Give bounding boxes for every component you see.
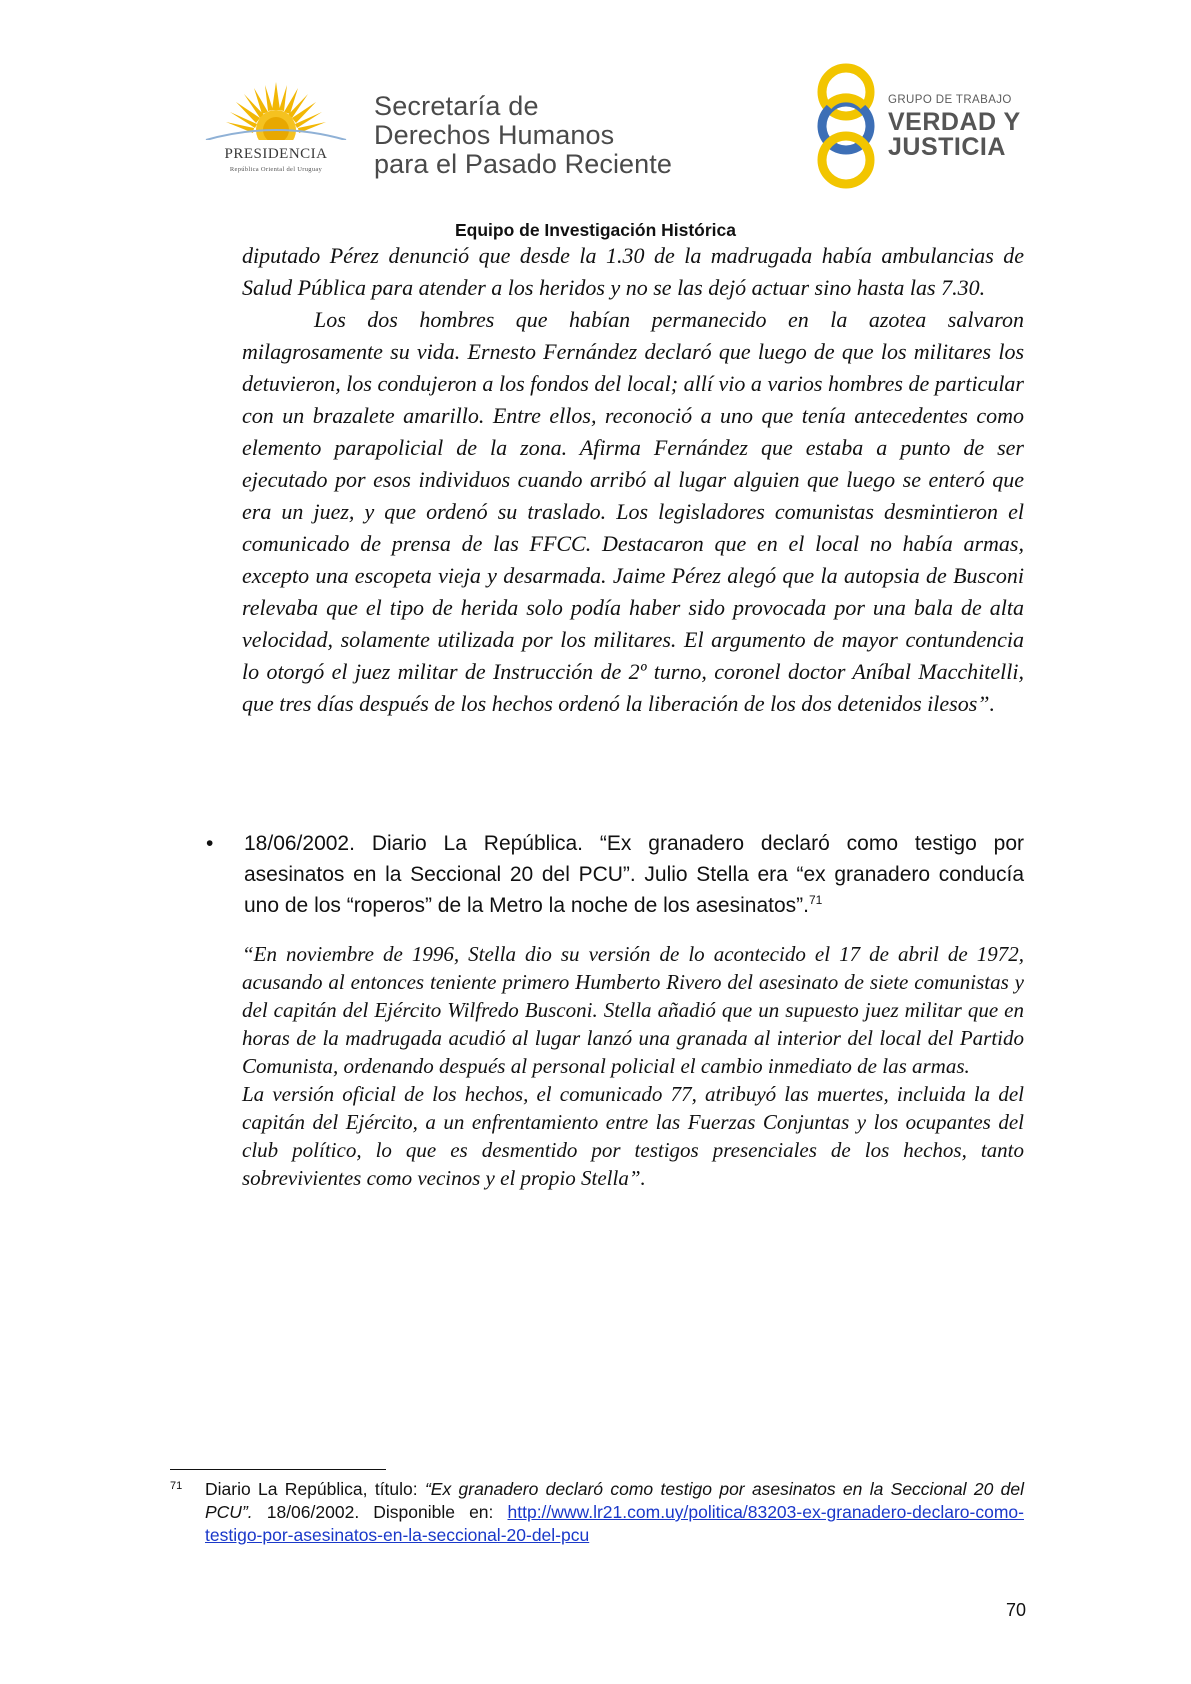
footnote-middle: 18/06/2002. Disponible en: xyxy=(252,1502,508,1522)
footnote-title: “Ex granadero declaró como testigo por asesinatos en la Seccional 20 del PCU”. xyxy=(205,1479,1024,1522)
team-title: Equipo de Investigación Histórica xyxy=(454,220,737,240)
footnote-divider xyxy=(170,1469,386,1470)
page-number: 70 xyxy=(1005,1600,1026,1620)
bullet-text xyxy=(244,828,1024,921)
presidencia-logo xyxy=(196,80,356,180)
bullet-body: 18/06/2002. Diario La República. “Ex granadero declaró como testigo por asesinatos en la Seccional 20 del PCU”. Julio Stella era “ex granadero conducía uno de los “roperos” de la Metro la noche de los asesinatos”. xyxy=(244,832,1024,917)
footnote-reference[interactable]: 71 xyxy=(808,893,823,907)
linked-rings-icon xyxy=(808,62,884,190)
footnote-prefix: Diario La República, título: xyxy=(205,1479,425,1499)
quote-block-1 xyxy=(242,240,1024,720)
gtvj-subtitle: GRUPO DE TRABAJO xyxy=(888,94,1012,106)
bullet-symbol: • xyxy=(206,832,214,855)
quote-2-paragraph-2: La versión oficial de los hechos, el comunicado 77, atribuyó las muertes, incluida la del capitán del Ejército, a un enfrentamiento entre las Fuerzas Conjuntas y los ocupantes del club político, lo que es desmentido por testigos presenciales de los hechos, tanto sobrevivientes como vecinos y el propio Stella”. xyxy=(242,1082,1024,1190)
quote-1-paragraph-1: diputado Pérez denunció que desde la 1.30 de la madrugada había ambulancias de Salud Pública para atender a los heridos y no se las dejó actuar sino hasta las 7.30. xyxy=(242,243,1024,300)
gtvj-title-line-2: JUSTICIA xyxy=(888,133,1006,161)
presidencia-subtitle: República Oriental del Uruguay xyxy=(229,166,323,173)
gtvj-title-line-1: VERDAD Y xyxy=(888,108,1021,136)
grupo-verdad-justicia-logo xyxy=(808,62,1028,190)
bullet-item xyxy=(206,828,1024,921)
secretaria-line-2: Derechos Humanos xyxy=(374,120,615,150)
footnote-link[interactable]: http://www.lr21.com.uy/politica/83203-ex-granadero-declaro-como-testigo-por-asesinatos-en-la-seccional-20-del-pcu xyxy=(205,1502,1024,1545)
secretaria-line-1: Secretaría de xyxy=(374,91,539,121)
gtvj-title xyxy=(888,110,1021,160)
secretaria-line-3: para el Pasado Reciente xyxy=(374,149,672,179)
page-header xyxy=(0,0,1191,210)
quote-2-paragraph-1: “En noviembre de 1996, Stella dio su versión de lo acontecido el 17 de abril de 1972, acusando al entonces teniente primero Humberto Rivero del asesinato de siete comunistas y del capitán del Ejército Wilfredo Busconi. Stella añadió que un supuesto juez militar que en horas de la madrugada acudió al lugar lanzó una granada al interior del local del Partido Comunista, ordenando después al personal policial el cambio inmediato de las armas. xyxy=(242,942,1024,1078)
secretaria-logo-text xyxy=(374,92,672,179)
footnote xyxy=(170,1478,1024,1547)
sun-icon xyxy=(196,80,356,146)
footnote-number: 71 xyxy=(170,1480,183,1492)
footnote-text xyxy=(205,1478,1024,1547)
quote-1-paragraph-2: Los dos hombres que habían permanecido en la azotea salvaron milagrosamente su vida. Ernesto Fernández declaró que luego de que los militares los detuvieron, los condujeron a los fondos del local; allí vio a varios hombres de particular con un brazalete amarillo. Entre ellos, reconoció a uno que tenía antecedentes como elemento parapolicial de la zona. Afirma Fernández que estaba a punto de ser ejecutado por esos individuos cuando arribó al lugar alguien que luego se enteró que era un juez, y que ordenó su traslado. Los legisladores comunistas desmintieron el comunicado de prensa de las FFCC. Destacaron que en el local no había armas, excepto una escopeta vieja y desarmada. Jaime Pérez alegó que la autopsia de Busconi relevaba que el tipo de herida solo podía haber sido provocada por una bala de alta velocidad, solamente utilizada por los militares. El argumento de mayor contundencia lo otorgó el juez militar de Instrucción de 2º turno, coronel doctor Aníbal Macchitelli, que tres días después de los hechos ordenó la liberación de los dos detenidos ilesos”. xyxy=(242,307,1024,716)
presidencia-label: PRESIDENCIA xyxy=(224,146,328,162)
quote-block-2 xyxy=(242,940,1024,1192)
